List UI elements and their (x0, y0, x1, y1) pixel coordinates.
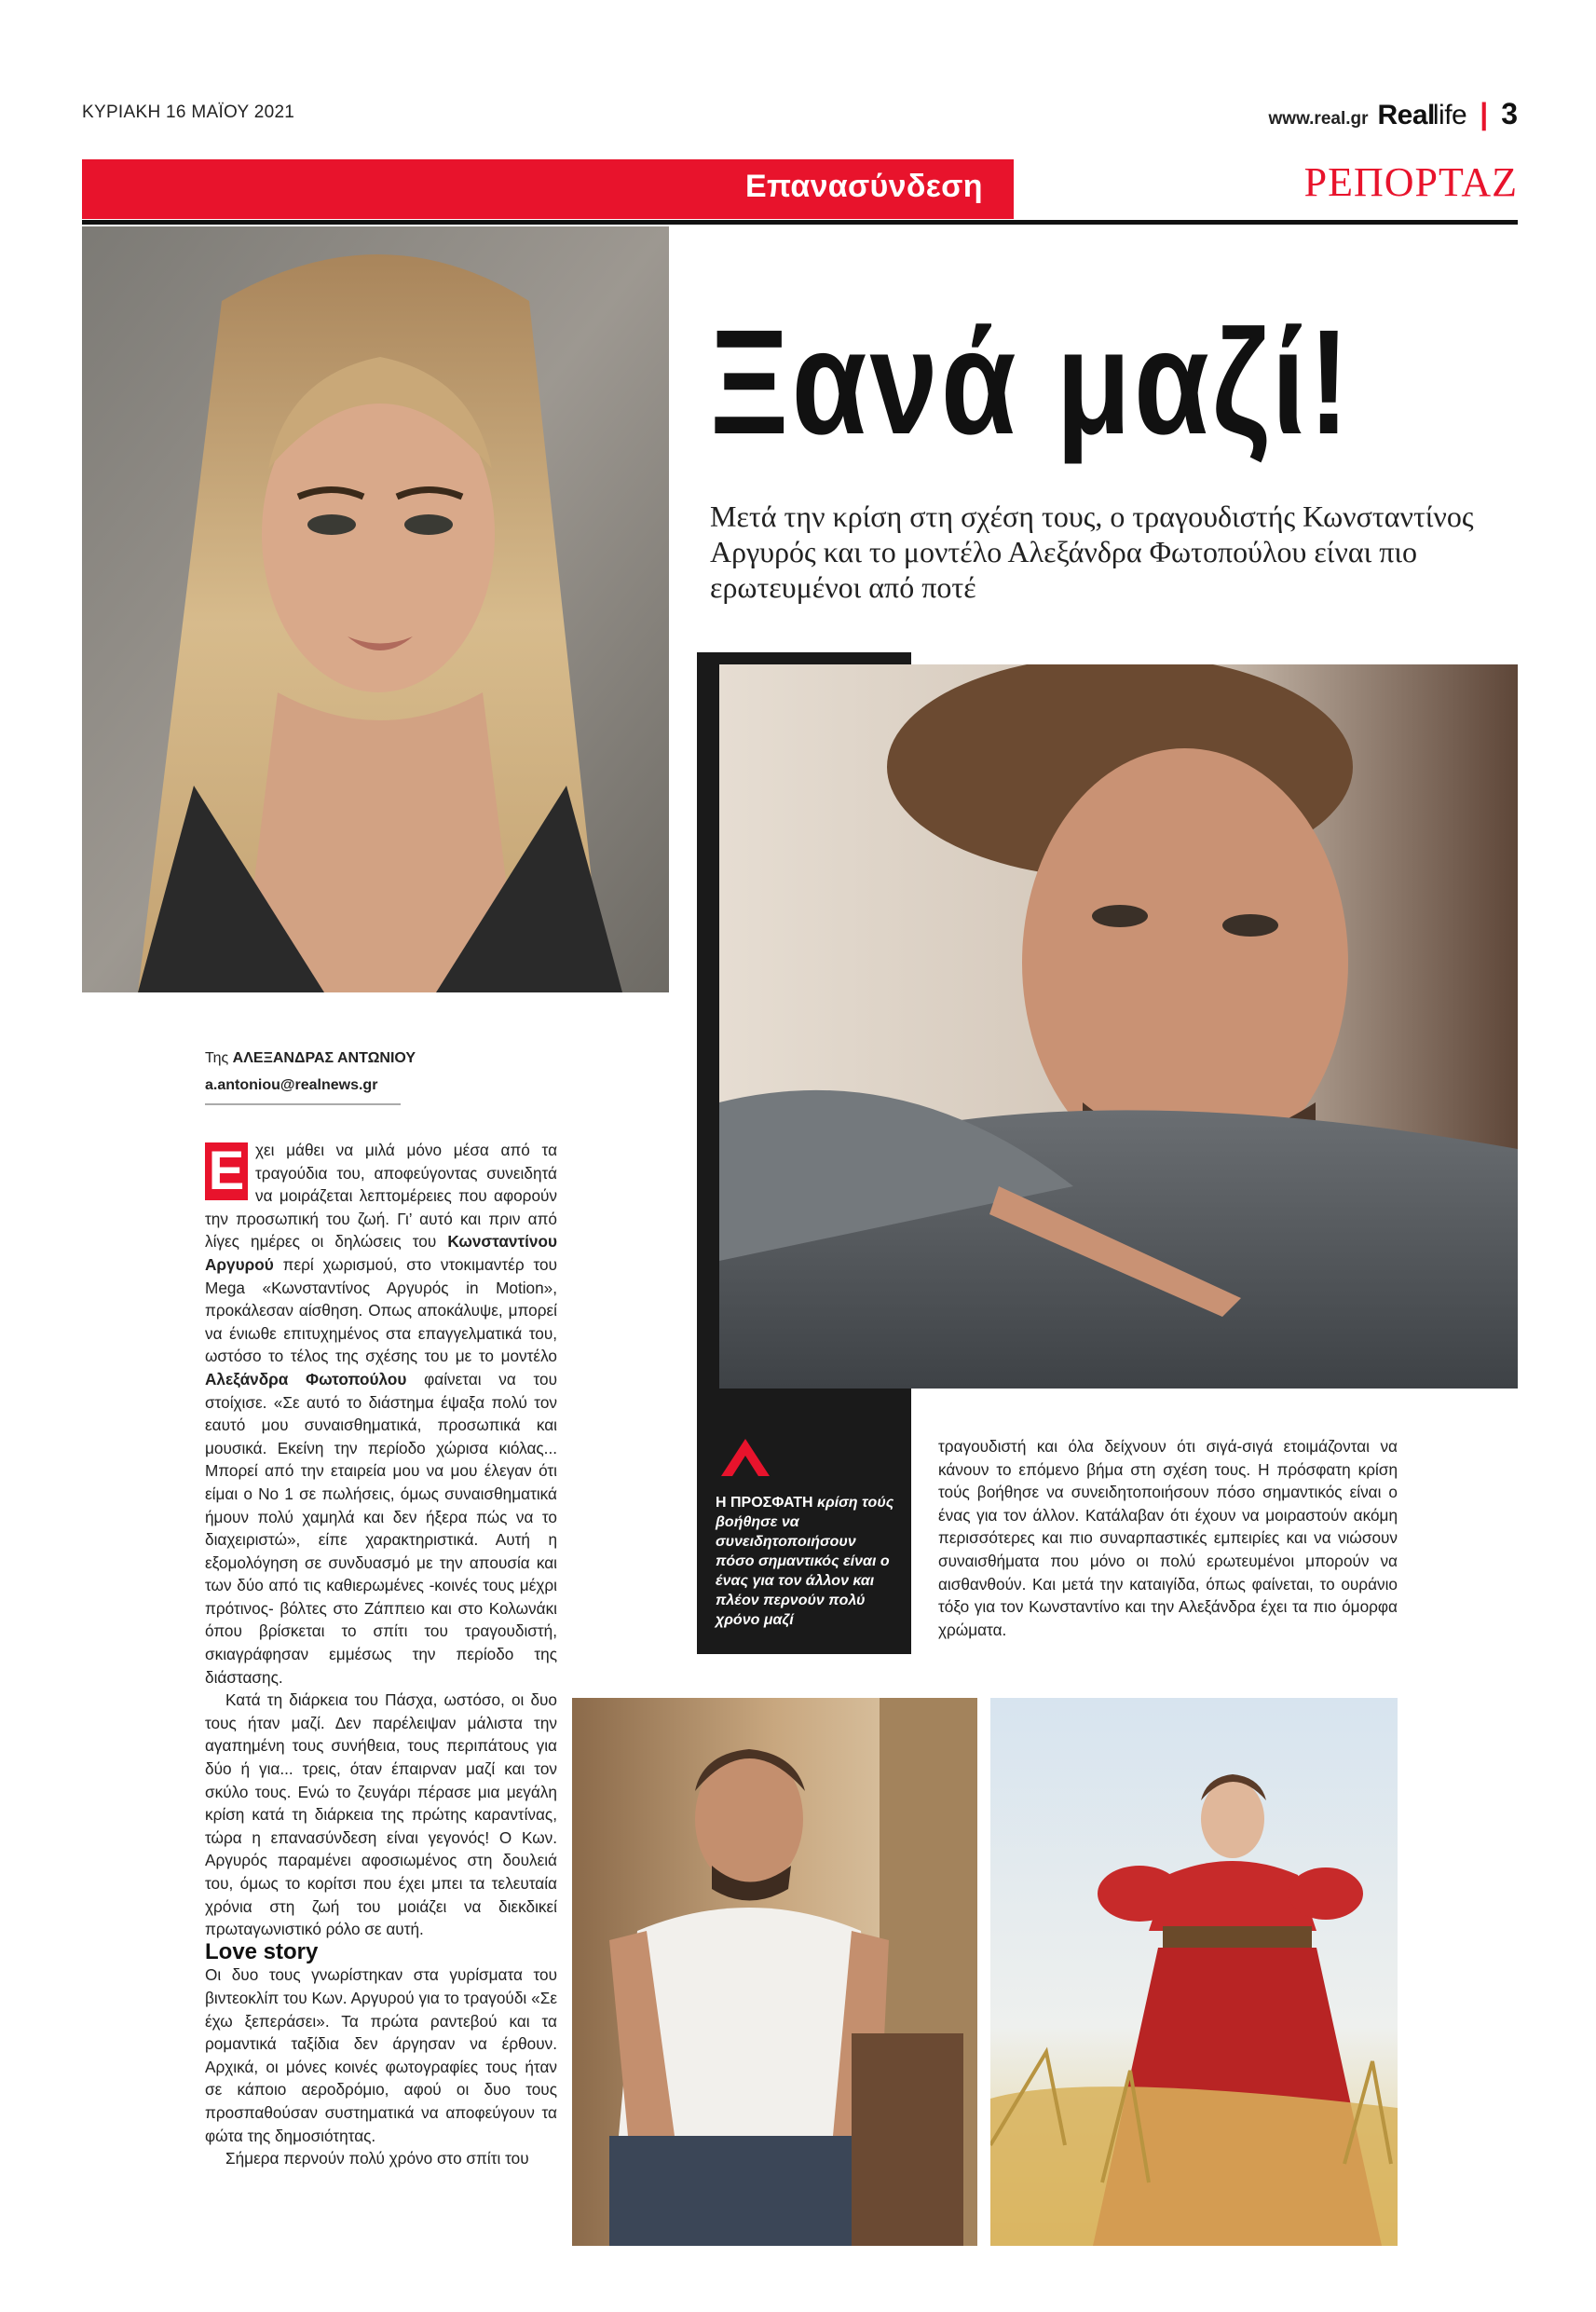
name-alexandra: Αλεξάνδρα Φωτοπούλου (205, 1369, 407, 1389)
byline (205, 1050, 416, 1067)
subhead-love-story: Love story (205, 1938, 319, 1964)
caption-chevron-icon (717, 1433, 773, 1480)
section-tag: Επανασύνδεση (745, 169, 983, 204)
brand-divider: | (1480, 97, 1489, 130)
photo-konstantinos-closeup (719, 664, 1518, 1389)
paragraph-1-text-c: φαίνεται να του στοίχισε. «Σε αυτό το διάστημα έψαξα πολύ τον εαυτό μου συναισθηματικά, προσωπικά και μουσικά. Εκείνη την περίοδο χώρισα κιόλας... Μπορεί από την εταιρεία μου να μου έλεγαν ότι είμαι ο Νο 1 σε πωλήσεις, όμως συναισθηματικά ήμουν πολύ χαμηλά και δεν ήξερα πώς να το διαχειριστώ», είπε χαρακτηριστικά. Αυτή η εξομολόγηση σε συνδυασμό με την απουσία και των δύο από τις καθιερωμένες -κοινές τους μέχρι πρότινος- βόλτες στο Ζάππειο και στο Κολωνάκι όπου βρίσκεται το σπίτι του τραγουδιστή, σκιαγράφησαν εμμέσως την περίοδο της διάστασης. (205, 1369, 557, 1687)
photo-alexandra-red-dress (990, 1698, 1398, 2246)
drop-cap: Ε (205, 1142, 248, 1200)
brand-logo-life: life (1432, 100, 1467, 130)
byline-rule (205, 1103, 401, 1105)
photo-alexandra-portrait (82, 226, 669, 992)
paragraph-1 (205, 1139, 557, 1689)
byline-author: ΑΛΕΞΑΝΔΡΑΣ ΑΝΤΩΝΙΟΥ (232, 1050, 416, 1066)
paragraph-2: Κατά τη διάρκεια του Πάσχα, ωστόσο, οι δυο τους ήταν μαζί. Δεν παρέλειψαν μάλιστα την αγαπημένη τους συνήθεια, τους περιπάτους για δύο ή για... τρεις, όταν έπαιρναν μαζί και τον σκύλο τους. Ενώ το ζευγάρι πέρασε μια μεγάλη κρίση κατά τη διάρκεια της πρώτης καραντίνας, τώρα η επανασύνδεση είναι γεγονός! Ο Κων. Αργυρός παραμένει αφοσιωμένος στη δουλειά του, όμως το κορίτσι που έχει μπει τα τελευταία χρόνια στη ζωή του μοιάζει να διεκδικεί πρωταγωνιστικό ρόλο σε αυτή. (205, 1690, 557, 1939)
rubric-label: ΡΕΠΟΡΤΑΖ (1303, 159, 1518, 205)
site-url[interactable]: www.real.gr (1268, 109, 1369, 129)
article-standfirst: Μετά την κρίση στη σχέση τους, ο τραγουδιστής Κωνσταντίνος Αργυρός και το μοντέλο Αλεξάνδρα Φωτοπούλου είναι πιο ερωτευμένοι από ποτέ (710, 499, 1474, 604)
photo-caption (716, 1493, 894, 1630)
article-body-column-2 (938, 1435, 1398, 1641)
brand-logo-real: Real (1377, 100, 1435, 130)
paragraph-4: Σήμερα περνούν πολύ χρόνο στο σπίτι του (225, 2149, 529, 2168)
paragraph-1-text-a: χει μάθει να μιλά μόνο μέσα από τα τραγούδια του, αποφεύγοντας συνειδητά να μοιράζεται λεπτομέρειες που αφορούν την προσωπική του ζωή. Γι’ αυτό και πριν από λίγες ημέρες οι δηλώσεις του (205, 1141, 557, 1252)
paragraph-5: τραγουδιστή και όλα δείχνουν ότι σιγά-σιγά ετοιμάζονται να κάνουν το επόμενο βήμα στη σχέση τους. Η πρόσφατη κρίση τούς βοήθησε να συνειδητοποιήσουν πόσο σημαντικός είναι ο ένας για τον άλλον. Κατάλαβαν ότι έχουν να μοιραστούν ακόμη περισσότερες και πιο συναρπαστικές εμπειρίες και να νιώσουν συναισθήματα που μόνο οι πολύ ερωτευμένοι μπορούν να αισθανθούν. Και μετά την καταιγίδα, όπως φαίνεται, το ουράνιο τόξο για τον Κωνσταντίνο και την Αλεξάνδρα έχει τα πιο όμορφα χρώματα. (938, 1437, 1398, 1639)
byline-prefix: Της (205, 1050, 229, 1066)
page-number: 3 (1501, 97, 1518, 130)
issue-date: ΚΥΡΙΑΚΗ 16 ΜΑΪΟΥ 2021 (82, 103, 295, 122)
caption-text: κρίση τούς βοήθησε να συνειδητοποιήσουν πόσο σημαντικός είναι ο ένας για τον άλλον και πλέον περνούν πολύ χρόνο μαζί (716, 1495, 894, 1628)
photo-konstantinos-seated (572, 1698, 977, 2246)
caption-lead: Η ΠΡΟΣΦΑΤΗ (716, 1495, 813, 1511)
brand-header (1269, 97, 1518, 131)
header-rule (82, 220, 1518, 225)
paragraph-1-text-b: περί χωρισμού, στο ντοκιμαντέρ του Mega «Κωνσταντίνος Αργυρός in Motion», προκάλεσαν αίσθηση. Οπως αποκάλυψε, μπορεί να ένιωθε επιτυχημένος στα επαγγελματικά του, ωστόσο το τέλος της σχέσης του με το μοντέλο (205, 1254, 557, 1366)
paragraph-3: Οι δυο τους γνωρίστηκαν στα γυρίσματα του βιντεοκλίπ του Κων. Αργυρού για το τραγούδι «Σε έχω ξεπεράσει». Τα πρώτα ραντεβού και τα ρομαντικά ταξίδια δεν άργησαν να έρθουν. Αρχικά, οι μόνες κοινές φωτογραφίες τους ήταν σε κάποιο αεροδρόμιο, αφού οι δυο τους προσπαθούσαν συστηματικά να αποφεύγουν τα φώτα της δημοσιότητας. (205, 1965, 557, 2145)
article-title: Ξανά μαζί! (710, 298, 1353, 465)
byline-email[interactable]: a.antoniou@realnews.gr (205, 1077, 378, 1093)
name-konstantinos: Κωνσταντίνου Αργυρού (205, 1232, 557, 1274)
article-body-column-1 (205, 1139, 557, 2170)
